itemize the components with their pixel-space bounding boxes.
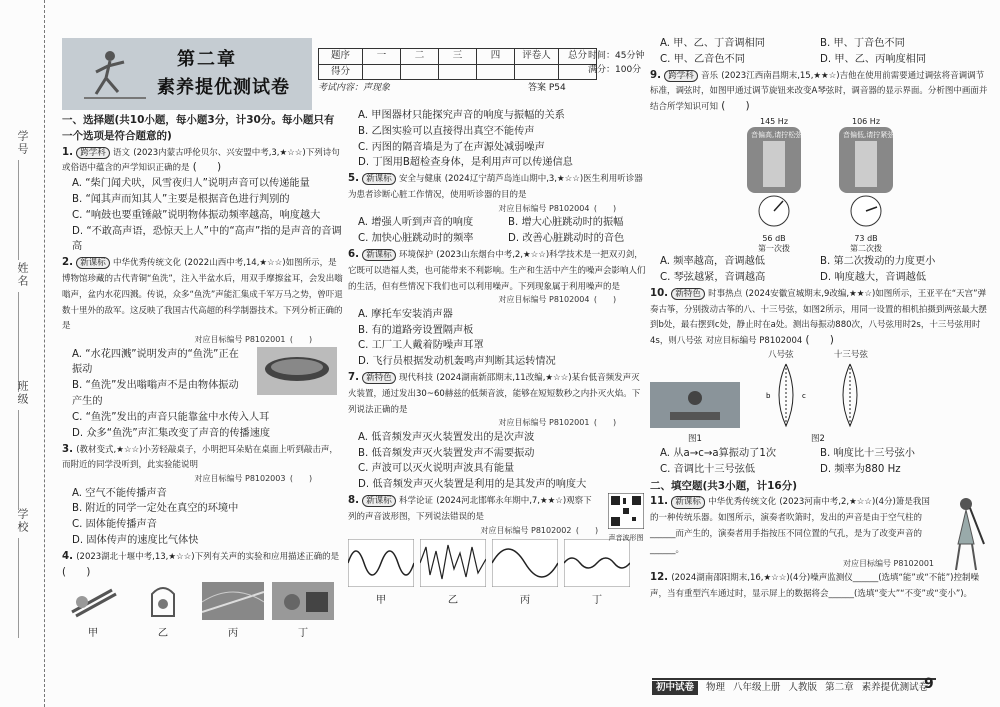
score-cell: 一: [363, 49, 401, 65]
footer-title: 素养提优测试卷: [861, 681, 929, 693]
q-text: (2024湖南新邵期末,11改编,★☆☆)某台低音频发声灭火装置，通过发出30~60赫兹的低频音波，能够在短短数秒之内扑灭火焰。下列说法正确的是: [348, 372, 641, 415]
exam-content: 考试内容：声现象: [318, 83, 391, 93]
name-label: 姓名: [16, 262, 30, 288]
option-a[interactable]: A. 甲、乙、丁音调相同: [660, 38, 765, 49]
option-a[interactable]: A. 低音频发声灭火装置发出的是次声波: [358, 431, 535, 443]
target-code: 对应目标编号 P8102001: [843, 558, 934, 568]
tag-badge: 新特色: [671, 288, 705, 300]
question-8: [348, 493, 648, 542]
q-number: 2.: [62, 257, 73, 269]
option-a[interactable]: A. “柴门闻犬吠，风雪夜归人”说明声音可以传递能量: [72, 178, 310, 190]
answer-blank[interactable]: ( ): [593, 418, 617, 428]
q-text: (2023江西南昌期末,15,★★☆)吉他在使用前需要通过调弦将音调调节标准，调弦时，如图甲通过调节旋钮来改变A琴弦时，调音器的显示界面。分析图中画面并结合所学知识可知: [650, 70, 988, 113]
running-figure-icon: [80, 46, 150, 106]
time-info: [588, 50, 644, 77]
tuner-second: 106 Hz 音偏低,请拧紧弦 73 dB 第二次拨: [825, 117, 907, 254]
tuner-first: 145 Hz 音偏高,请拧松弦 56 dB 第一次拨: [733, 117, 815, 254]
target-code: 对应目标编号 P8102004: [705, 336, 803, 347]
option-d[interactable]: D. 甲、乙、丙响度相同: [820, 53, 927, 65]
guitar-tuner-icon: [733, 127, 815, 231]
q-text: (2023内蒙古呼伦贝尔、兴安盟中考,3,★☆☆)下列诗句或俗语中蕴含的声学知识正确的是: [62, 147, 340, 174]
header-banner: [62, 38, 312, 110]
left-column: [62, 112, 344, 642]
question-12: [650, 570, 990, 602]
q-number: 12.: [650, 571, 669, 583]
tag-topic: 时事热点: [708, 288, 743, 299]
score-cell: 总分: [559, 49, 597, 65]
astronaut-guzheng-image: [650, 382, 740, 428]
q-number: 8.: [348, 495, 359, 507]
string-diagram: 八号弦 十三号弦 b c 图2: [748, 349, 888, 447]
q-text: (2023山东烟台中考,2,★☆☆)科学技术是一把双刃剑，它既可以造福人类，也可能带来不利影响。生产和生活中产生的噪声会影响人们的生活，但有些情况下我们也可以利用噪声。下列现象属于利用噪声的是: [348, 249, 646, 292]
vibrating-strings-diagram: [748, 362, 888, 428]
option-b[interactable]: B. 附近的同学一定处在真空的环境中: [72, 503, 239, 515]
waveform-bing: 丙: [492, 539, 558, 609]
class-line[interactable]: [18, 410, 19, 510]
question-4: [62, 549, 344, 642]
option-b[interactable]: B. “闻其声而知其人”主要是根据音色进行判别的: [72, 193, 290, 205]
waveform-graph-icon: [348, 539, 414, 587]
ultrasound-icon: [272, 582, 334, 620]
q-number: 6.: [348, 248, 359, 260]
q-text: (2024辽宁葫芦岛连山期中,3,★☆☆)医生利用听诊器为患者诊断心脏工作情况，使用听诊器的目的是: [348, 174, 643, 201]
question-5: [348, 171, 648, 247]
option-c[interactable]: C. 声波可以灭火说明声波具有能量: [358, 463, 515, 475]
q-text[interactable]: (2023河南中考,2,★☆☆)(4分)箫是我国的一种传统乐器。如图所示，演奏者吹箫时，发出的声音是由于空气柱的______而产生的，演奏者用手指按压不同位置的气孔，是为了改变声音的______。: [650, 497, 930, 555]
option-d[interactable]: D. “不敢高声语，恐惊天上人”中的“高声”指的是声音的音调高: [72, 225, 342, 253]
target-code: 对应目标编号 P8102004 ( ): [348, 203, 648, 215]
score-cell: 得分: [319, 64, 363, 80]
option-c[interactable]: C. 固体能传播声音: [72, 519, 157, 531]
option-c[interactable]: C. 丙图的隔音墙是为了在声源处减弱噪声: [358, 141, 545, 153]
score-cell: 三: [439, 49, 477, 65]
question-1: [62, 145, 344, 256]
score-table: [318, 48, 597, 80]
string-labels: 八号弦 十三号弦: [768, 349, 868, 360]
option-a[interactable]: A. 增强人听到声音的响度: [358, 217, 474, 229]
option-a[interactable]: A. “水花四溅”说明发声的“鱼洗”正在振动: [72, 348, 239, 376]
qr-code-block[interactable]: 声音波形图: [604, 493, 648, 543]
question-11: [650, 494, 990, 570]
option-a[interactable]: A. 从a→c→a算振动了1次: [660, 448, 777, 460]
answer-blank[interactable]: ( ): [289, 474, 313, 484]
waveform-ding: 丁: [564, 539, 630, 609]
page-footer: [652, 678, 936, 696]
q-text: (教材变式,★☆☆)小芳轻敲桌子，小明把耳朵贴在桌面上听到敲击声，而附近的同学没听到，此实验能说明: [62, 444, 338, 471]
section2-title: 二、填空题(共3小题，计16分): [650, 480, 798, 493]
tag-topic: 现代科技: [398, 372, 433, 383]
binding-strip: [0, 0, 62, 707]
waveform-graph-icon: [492, 539, 558, 587]
option-b[interactable]: B. 有的道路旁设置隔声板: [358, 324, 474, 336]
option-d[interactable]: D. 飞行员根据发动机轰鸣声判断其运转情况: [358, 356, 556, 368]
target-code: 对应目标编号 P8102003 ( ): [62, 473, 344, 485]
answer-blank[interactable]: ( ): [192, 162, 222, 174]
footer-brand: 初中试卷: [652, 681, 698, 696]
class-label: 班级: [16, 380, 30, 406]
answer-blank[interactable]: ( ): [805, 335, 834, 347]
score-input-cell[interactable]: [515, 64, 559, 80]
right-column: [650, 36, 990, 602]
option-d[interactable]: D. 固体传声的速度比气体快: [72, 535, 199, 546]
option-c[interactable]: C. 音调比十三号弦低: [660, 464, 756, 476]
option-c[interactable]: C. 甲、乙音色不同: [660, 53, 745, 65]
svg-text:音偏高,请拧松弦: 音偏高,请拧松弦: [751, 131, 803, 140]
tag-badge: 新课标: [362, 495, 396, 507]
question-3: [62, 442, 344, 549]
score-cell: 题序: [319, 49, 363, 65]
option-d[interactable]: D. 丁图用B超检查身体，是利用声可以传递信息: [358, 157, 573, 169]
q-number: 1.: [62, 146, 73, 158]
tag-topic: 语文: [112, 147, 130, 158]
tag-badge: 新课标: [671, 496, 705, 508]
option-a[interactable]: A. 频率越高，音调越低: [660, 256, 765, 268]
question-9: [650, 68, 990, 286]
q-text: (2022山西中考,14,★☆☆)如图所示，是博物馆珍藏的古代青铜“鱼洗”，注入半盆水后，用双手摩擦盆耳，会发出嗡嗡声，盆内水花四溅。传说，众多“鱼洗”声能汇集成千军万马之势，曾吓退数十里外的敌军。这反映了我国古代高超的科学制器技术。下列分析正确的是: [62, 258, 343, 332]
full-score: 满分：100分: [588, 64, 642, 75]
school-line[interactable]: [18, 538, 19, 638]
option-a[interactable]: A. 甲图器材只能探究声音的响度与振幅的关系: [358, 110, 565, 121]
q-text: (2023湖北十堰中考,13,★☆☆)下列有关声的实验和应用描述正确的是: [76, 551, 340, 562]
footer-subject: 物理: [706, 681, 726, 693]
tag-topic: 中华优秀传统文化: [708, 497, 777, 508]
qr-code-icon: [608, 493, 644, 529]
guitar-tuner-icon: [825, 127, 907, 231]
figure-bing: 丙: [202, 582, 264, 642]
option-d[interactable]: D. 改善心脏跳动时的音色: [508, 233, 625, 245]
option-b[interactable]: B. 增大心脏跳动时的振幅: [508, 217, 624, 229]
tag-badge: 新课标: [362, 173, 396, 185]
score-input-cell[interactable]: [477, 64, 515, 80]
option-c[interactable]: C. 工厂工人戴着防噪声耳罩: [358, 340, 484, 352]
answer-blank[interactable]: ( ): [289, 335, 313, 345]
waveform-jia: 甲: [348, 539, 414, 609]
footer-edition: 人教版: [788, 681, 818, 693]
tag-badge: 新特色: [362, 372, 396, 384]
option-b[interactable]: B. 响度比十三号弦小: [820, 448, 915, 460]
question-2: [62, 255, 344, 441]
waveform-yi: 乙: [420, 539, 486, 609]
score-input-cell[interactable]: [401, 64, 439, 80]
target-code: 对应目标编号 P8102002 ( ): [348, 525, 600, 537]
footer-chapter: 第二章: [825, 681, 854, 693]
xiao-player-image: [940, 494, 990, 572]
tag-topic: 安全与健康: [398, 174, 442, 185]
q-number: 9.: [650, 69, 661, 81]
school-label: 学校: [16, 508, 30, 534]
svg-text:c: c: [802, 392, 806, 401]
sound-barrier-icon: [202, 582, 264, 620]
waveform-graph-icon: [564, 539, 630, 587]
q-number: 3.: [62, 443, 73, 455]
tag-badge: 跨学科: [664, 70, 698, 82]
bronze-basin-image: [257, 347, 337, 395]
q4-figures: [62, 582, 344, 642]
score-cell: 评卷人: [515, 49, 559, 65]
section1-title: 一、选择题(共10小题，每小题3分，计30分。每小题只有一个选项是符合题意的): [62, 114, 335, 143]
middle-column: [348, 108, 648, 609]
option-d[interactable]: D. 响度越大，音调越低: [820, 271, 927, 283]
target-code: 对应目标编号 P8102001 ( ): [62, 334, 344, 346]
tuner-figures: [650, 117, 990, 254]
score-input-cell[interactable]: [439, 64, 477, 80]
tag-topic: 科学论证: [398, 496, 433, 507]
tag-topic: 中华优秀传统文化: [112, 258, 181, 269]
score-header-row: [319, 49, 597, 65]
figure-ding: 丁: [272, 582, 334, 642]
q-text[interactable]: (2024湖南邵阳期末,16,★☆☆)(4分)噪声监测仪______(选填“能”或“不能”)控制噪声，当有重型汽车通过时，显示屏上的数据将会______(选填“变大”“不变”或“变小”)。: [650, 572, 979, 599]
tag-topic: 音乐: [700, 70, 718, 81]
option-b[interactable]: B. “鱼洗”发出嗡嗡声不是由物体振动产生的: [72, 380, 239, 408]
option-d[interactable]: D. 低音频发声灭火装置是利用的是其发声的响度大: [358, 479, 587, 491]
q-text: (2024安徽宣城期末,9改编,★★☆)如图所示，王亚平在“天宫”弹奏古筝，分别拨动古筝的八、十三号弦，如图2所示，用同一设置的相机拍摄到两弦最大摆到b处，最右摆到c处，静止时在a处。测出每振动880次，八号弦用时2s，十三号弦用时4s，则八号弦: [650, 288, 987, 347]
option-b[interactable]: B. 乙图实验可以直接得出真空不能传声: [358, 125, 535, 137]
answer-blank[interactable]: ( ): [593, 203, 617, 213]
svg-text:b: b: [766, 392, 771, 401]
answer-blank[interactable]: ( ): [593, 295, 617, 305]
question-6: [348, 247, 648, 370]
figure-yi: 乙: [132, 582, 194, 642]
bell-jar-icon: [132, 582, 194, 620]
option-b[interactable]: B. 甲、丁音色不同: [820, 38, 905, 49]
figure-jia: 甲: [62, 582, 124, 642]
tag-badge: 新课标: [362, 249, 396, 261]
score-input-cell[interactable]: [363, 64, 401, 80]
option-a[interactable]: A. 摩托车安装消声器: [358, 308, 453, 320]
q-number: 7.: [348, 371, 359, 383]
q-number: 4.: [62, 550, 73, 562]
student-id-line[interactable]: [18, 160, 19, 260]
paper-title: 素养提优测试卷: [157, 77, 290, 98]
score-cell: 四: [477, 49, 515, 65]
guzheng-photo: 图1: [650, 382, 740, 446]
option-c[interactable]: C. “响鼓也要重锤敲”说明物体振动频率越高，响度越大: [72, 209, 321, 221]
option-d[interactable]: D. 众多“鱼洗”声汇集改变了声音的传播速度: [72, 427, 271, 439]
answer-blank[interactable]: ( ): [721, 101, 750, 113]
tuning-fork-icon: [62, 582, 124, 620]
time-limit: 时间：45分钟: [588, 51, 645, 61]
question-7: [348, 370, 648, 493]
waveform-figures: [348, 539, 648, 609]
answer-reference: 答案 P54: [528, 83, 566, 93]
svg-text:音偏低,请拧紧弦: 音偏低,请拧紧弦: [843, 131, 895, 140]
answer-blank[interactable]: ( ): [575, 525, 599, 535]
q-number: 11.: [650, 496, 669, 508]
chapter-title: 第二章: [177, 49, 237, 70]
option-d[interactable]: D. 频率为880 Hz: [820, 464, 901, 476]
student-id-label: 学号: [16, 130, 30, 156]
guzheng-figures: [650, 349, 990, 447]
footer-grade: 八年级上册: [733, 681, 781, 693]
option-c[interactable]: C. 琴弦越紧，音调越高: [660, 271, 766, 283]
cut-line: [44, 0, 45, 707]
tag-badge: 跨学科: [76, 147, 110, 159]
tag-badge: 新课标: [76, 257, 110, 269]
option-a[interactable]: A. 空气不能传播声音: [72, 487, 167, 499]
q-number: 10.: [650, 287, 669, 299]
tag-topic: 环境保护: [398, 249, 433, 260]
answer-blank[interactable]: ( ): [62, 566, 91, 578]
score-value-row: [319, 64, 597, 80]
option-c[interactable]: C. “鱼洗”发出的声音只能靠盆中水传入人耳: [72, 411, 270, 423]
option-b[interactable]: B. 第二次拨动的力度更小: [820, 256, 936, 268]
target-code: 对应目标编号 P8102004 ( ): [348, 294, 648, 306]
name-line[interactable]: [18, 292, 19, 392]
option-b[interactable]: B. 低音频发声灭火装置发声不需要振动: [358, 447, 535, 459]
page-number: 9: [924, 676, 934, 692]
option-c[interactable]: C. 加快心脏跳动时的频率: [358, 233, 474, 245]
target-code: 对应目标编号 P8102001 ( ): [348, 417, 648, 429]
score-cell: 二: [401, 49, 439, 65]
question-10: [650, 286, 990, 478]
q-number: 5.: [348, 173, 359, 185]
waveform-graph-icon: [420, 539, 486, 587]
q-text: (2024河北邯郸永年期中,7,★★☆)观察下列的声音波形图，下列说法错误的是: [348, 496, 592, 522]
